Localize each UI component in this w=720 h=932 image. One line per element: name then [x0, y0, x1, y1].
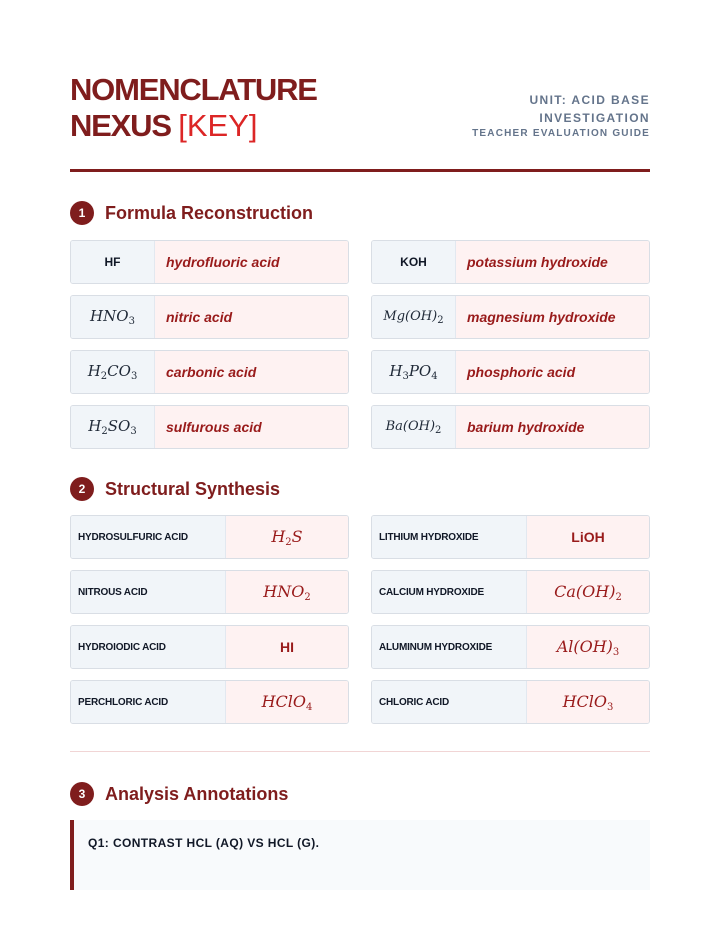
section-divider [70, 751, 650, 752]
section-number-badge: 1 [70, 201, 94, 225]
page-header [70, 70, 650, 150]
formula-text: HF [104, 255, 121, 269]
answer-cell [155, 296, 348, 338]
answer-cell [456, 351, 649, 393]
name-cell [71, 626, 226, 668]
answer-cell [527, 571, 649, 613]
answer-formula: $Ca(OH)_2$ [554, 581, 622, 603]
compound-name: ALUMINUM HYDROXIDE [379, 641, 493, 653]
annotation-box [70, 820, 650, 890]
answer-cell [226, 571, 348, 613]
unit-line-1: UNIT: ACID BASE [529, 93, 650, 107]
answer-text: carbonic acid [166, 364, 257, 380]
section-title: Formula Reconstruction [105, 202, 314, 223]
section-title: Structural Synthesis [105, 478, 281, 499]
section-number-badge: 3 [70, 782, 94, 806]
name-cell [372, 626, 527, 668]
name-cell [372, 681, 527, 723]
compound-name: HYDROSULFURIC ACID [78, 531, 188, 543]
answer-cell [155, 241, 348, 283]
answer-cell [527, 516, 649, 558]
formula-cell [71, 406, 155, 448]
section-1-heading [70, 200, 313, 226]
name-cell [71, 571, 226, 613]
title-key-label: [KEY] [178, 108, 258, 143]
compound-name: CHLORIC ACID [379, 696, 450, 708]
unit-line-2: INVESTIGATION [539, 110, 650, 125]
formula-cell [71, 296, 155, 338]
formula-math: $HNO_3$ [90, 307, 135, 327]
formula-math: $H_2SO_3$ [88, 417, 137, 437]
answer-text: magnesium hydroxide [467, 309, 616, 325]
compound-name: CALCIUM HYDROXIDE [379, 586, 484, 598]
formula-card [371, 295, 650, 339]
answer-text: hydrofluoric acid [166, 254, 280, 270]
answer-text: potassium hydroxide [467, 254, 608, 270]
page-title [70, 72, 317, 144]
formula-math: $Ba(OH)_2$ [385, 418, 442, 436]
answer-formula: $H_2S$ [271, 526, 303, 548]
answer-cell [226, 681, 348, 723]
formula-cell [71, 241, 155, 283]
answer-cell [155, 351, 348, 393]
title-nexus: NEXUS [70, 108, 171, 143]
answer-cell [226, 516, 348, 558]
synthesis-card [371, 515, 650, 559]
answer-formula: HClO$_4$ [261, 691, 313, 713]
answer-text: phosphoric acid [467, 364, 576, 380]
formula-card [371, 240, 650, 284]
answer-cell [527, 626, 649, 668]
section-number-badge: 2 [70, 477, 94, 501]
formula-card [371, 350, 650, 394]
answer-cell [527, 681, 649, 723]
formula-math: $H_3PO_4$ [389, 362, 438, 382]
synthesis-card [70, 515, 349, 559]
synthesis-card [70, 570, 349, 614]
answer-formula: LiOH [571, 529, 605, 545]
synthesis-card [371, 625, 650, 669]
formula-cell [372, 406, 456, 448]
formula-math: $H_2CO_3$ [87, 362, 138, 382]
answer-text: sulfurous acid [166, 419, 262, 435]
name-cell [71, 681, 226, 723]
title-line-1: NOMENCLATURE [70, 72, 317, 107]
answer-cell [456, 406, 649, 448]
name-cell [372, 516, 527, 558]
title-line-2 [70, 108, 317, 144]
answer-cell [226, 626, 348, 668]
header-divider [70, 169, 650, 172]
compound-name: PERCHLORIC ACID [78, 696, 168, 708]
compound-name: HYDROIODIC ACID [78, 641, 166, 653]
answer-text: barium hydroxide [467, 419, 585, 435]
answer-formula: HI [280, 639, 294, 655]
section-title: Analysis Annotations [105, 783, 289, 804]
unit-meta [472, 92, 650, 141]
formula-card [70, 240, 349, 284]
answer-formula: $HNO_2$ [263, 581, 311, 603]
formula-cell [372, 296, 456, 338]
answer-cell [155, 406, 348, 448]
name-cell [372, 571, 527, 613]
annotation-question: Q1: CONTRAST HCL (AQ) VS HCL (G). [88, 836, 320, 850]
synthesis-card [70, 625, 349, 669]
synthesis-card [371, 680, 650, 724]
answer-formula: $Al(OH)_3$ [556, 636, 620, 658]
answer-text: nitric acid [166, 309, 233, 325]
answer-cell [456, 296, 649, 338]
formula-math: $Mg(OH)_2$ [383, 308, 444, 326]
answer-cell [456, 241, 649, 283]
formula-card [70, 350, 349, 394]
formula-cell [372, 351, 456, 393]
formula-card [70, 405, 349, 449]
guide-label: TEACHER EVALUATION GUIDE [472, 128, 650, 139]
compound-name: LITHIUM HYDROXIDE [379, 531, 479, 543]
section-2-heading [70, 476, 280, 502]
synthesis-card [70, 680, 349, 724]
answer-formula: HClO$_3$ [562, 691, 614, 713]
compound-name: NITROUS ACID [78, 586, 148, 598]
section-3-heading [70, 781, 288, 807]
synthesis-card [371, 570, 650, 614]
formula-cell [372, 241, 456, 283]
formula-card [70, 295, 349, 339]
formula-card [371, 405, 650, 449]
name-cell [71, 516, 226, 558]
formula-cell [71, 351, 155, 393]
formula-text: KOH [400, 255, 427, 269]
